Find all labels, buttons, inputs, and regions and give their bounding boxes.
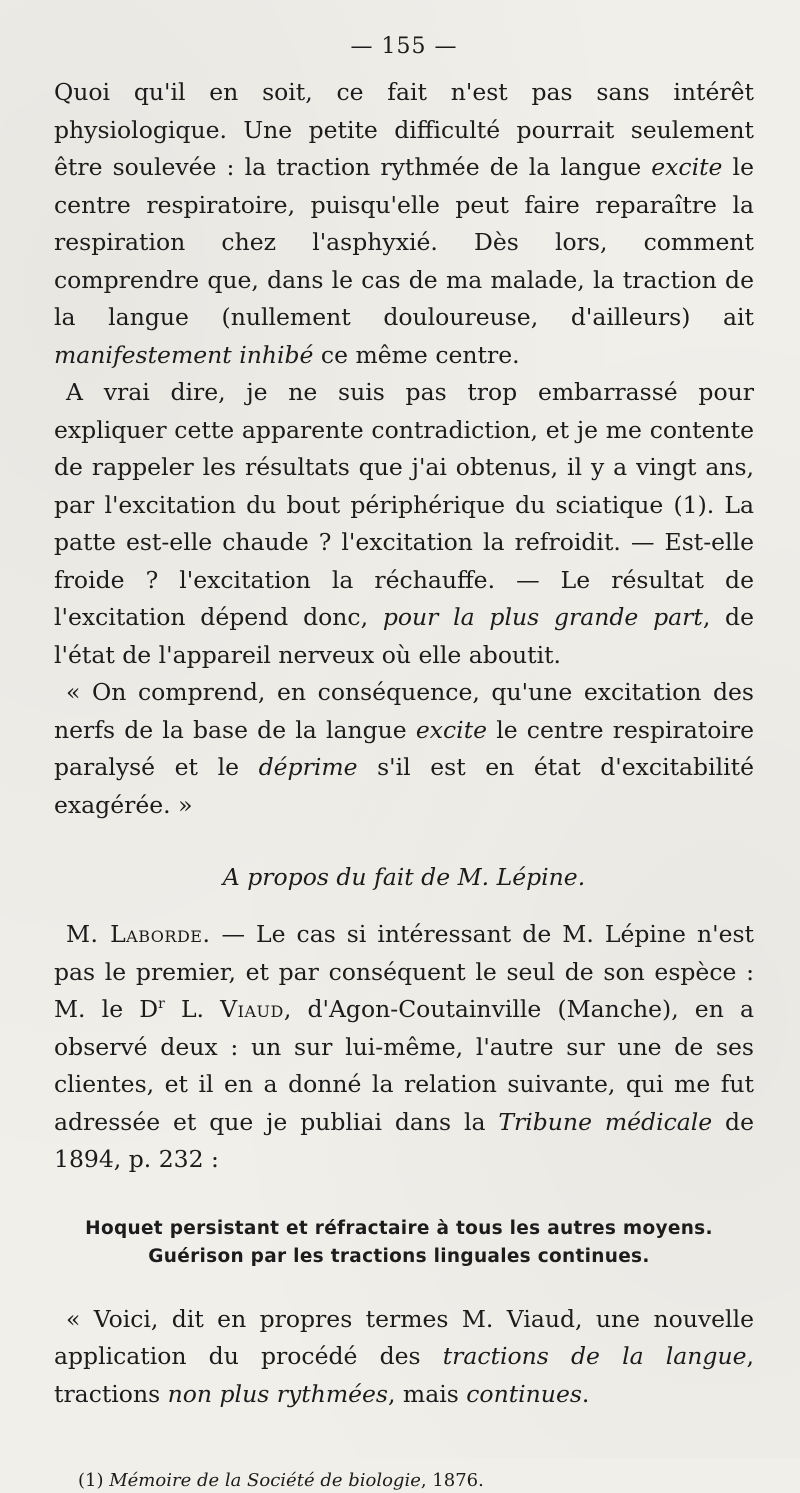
emphasis: excite (651, 153, 723, 181)
emphasis: excite (415, 715, 488, 744)
superscript: r (158, 996, 165, 1013)
paragraph-4: M. Laborde. — Le cas si intéressant de M. Lépine n'est pas le premier, et par conséquent le seul de son espèce : M. le $D^r$ L. Viaud, d'Agon-Coutainville (Manche), en a observé deux : un sur lui-même, l'autre sur une de ses clientes, et il en a donné la relation suivante, qui me fut adressée et que je publiai dans la Tribune médicale de 1894, p. 232 : (54, 920, 755, 1173)
author-name: Viaud (220, 995, 284, 1023)
case-heading-line-2: Guérison par les tractions linguales continues. (148, 1245, 650, 1267)
paragraph-2: A vrai dire, je ne suis pas trop embarrassé pour expliquer cette apparente contradiction, et je me contente de rappeler les résultats que j'ai obtenus, il y a vingt ans, par l'excitation du bout périphérique du sciatique (1). La patte est-elle chaude ? l'excitation la refroidit. — Est-elle froide ? l'excitation la réchauffe. — Le résultat de l'excitation dépend donc, pour la plus grande part, de l'état de l'appareil nerveux où elle aboutit. (54, 378, 754, 669)
footnote-marker: (1) (78, 1470, 110, 1491)
footnote: (1) Mémoire de la Société de biologie, 1876. (78, 1470, 484, 1491)
section-title: A propos du fait de M. Lépine. (222, 863, 586, 891)
emphasis: pour la plus grande part (382, 603, 703, 631)
paragraph-1: Quoi qu'il en soit, ce fait n'est pas sans intérêt physiologique. Une petite difficulté pourrait seulement être soulevée : la traction rythmée de la langue excite le centre respiratoire, puisqu'elle peut faire reparaître la respiration chez l'asphyxié. Dès lors, comment comprendre que, dans le cas de ma malade, la traction de la langue (nullement douloureuse, d'ailleurs) ait manifestement inhibé ce même centre. (54, 78, 754, 369)
emphasis: continues (466, 1379, 582, 1408)
emphasis: manifestement inhibé (54, 340, 314, 369)
paragraph-5: « Voici, dit en propres termes M. Viaud, une nouvelle application du procédé des tractions de la langue, tractions non plus rythmées, mais continues. (54, 1304, 754, 1408)
emphasis: non plus rythmées (167, 1379, 388, 1408)
page-number: — 155 — (350, 34, 458, 59)
case-heading-line-1: Hoquet persistant et réfractaire à tous les autres moyens. (85, 1217, 713, 1239)
journal-title: Tribune médicale (498, 1107, 713, 1136)
paragraph-3: « On comprend, en conséquence, qu'une excitation des nerfs de la base de la langue excite le centre respiratoire paralysé et le déprime s'il est en état d'excitabilité exagérée. » (54, 678, 754, 819)
case-heading (44, 1215, 754, 1271)
emphasis: déprime (258, 753, 358, 781)
speaker-name: M. Laborde. (66, 920, 211, 948)
emphasis: tractions de la langue (442, 1342, 747, 1370)
footnote-title: Mémoire de la Société de biologie (109, 1470, 421, 1491)
